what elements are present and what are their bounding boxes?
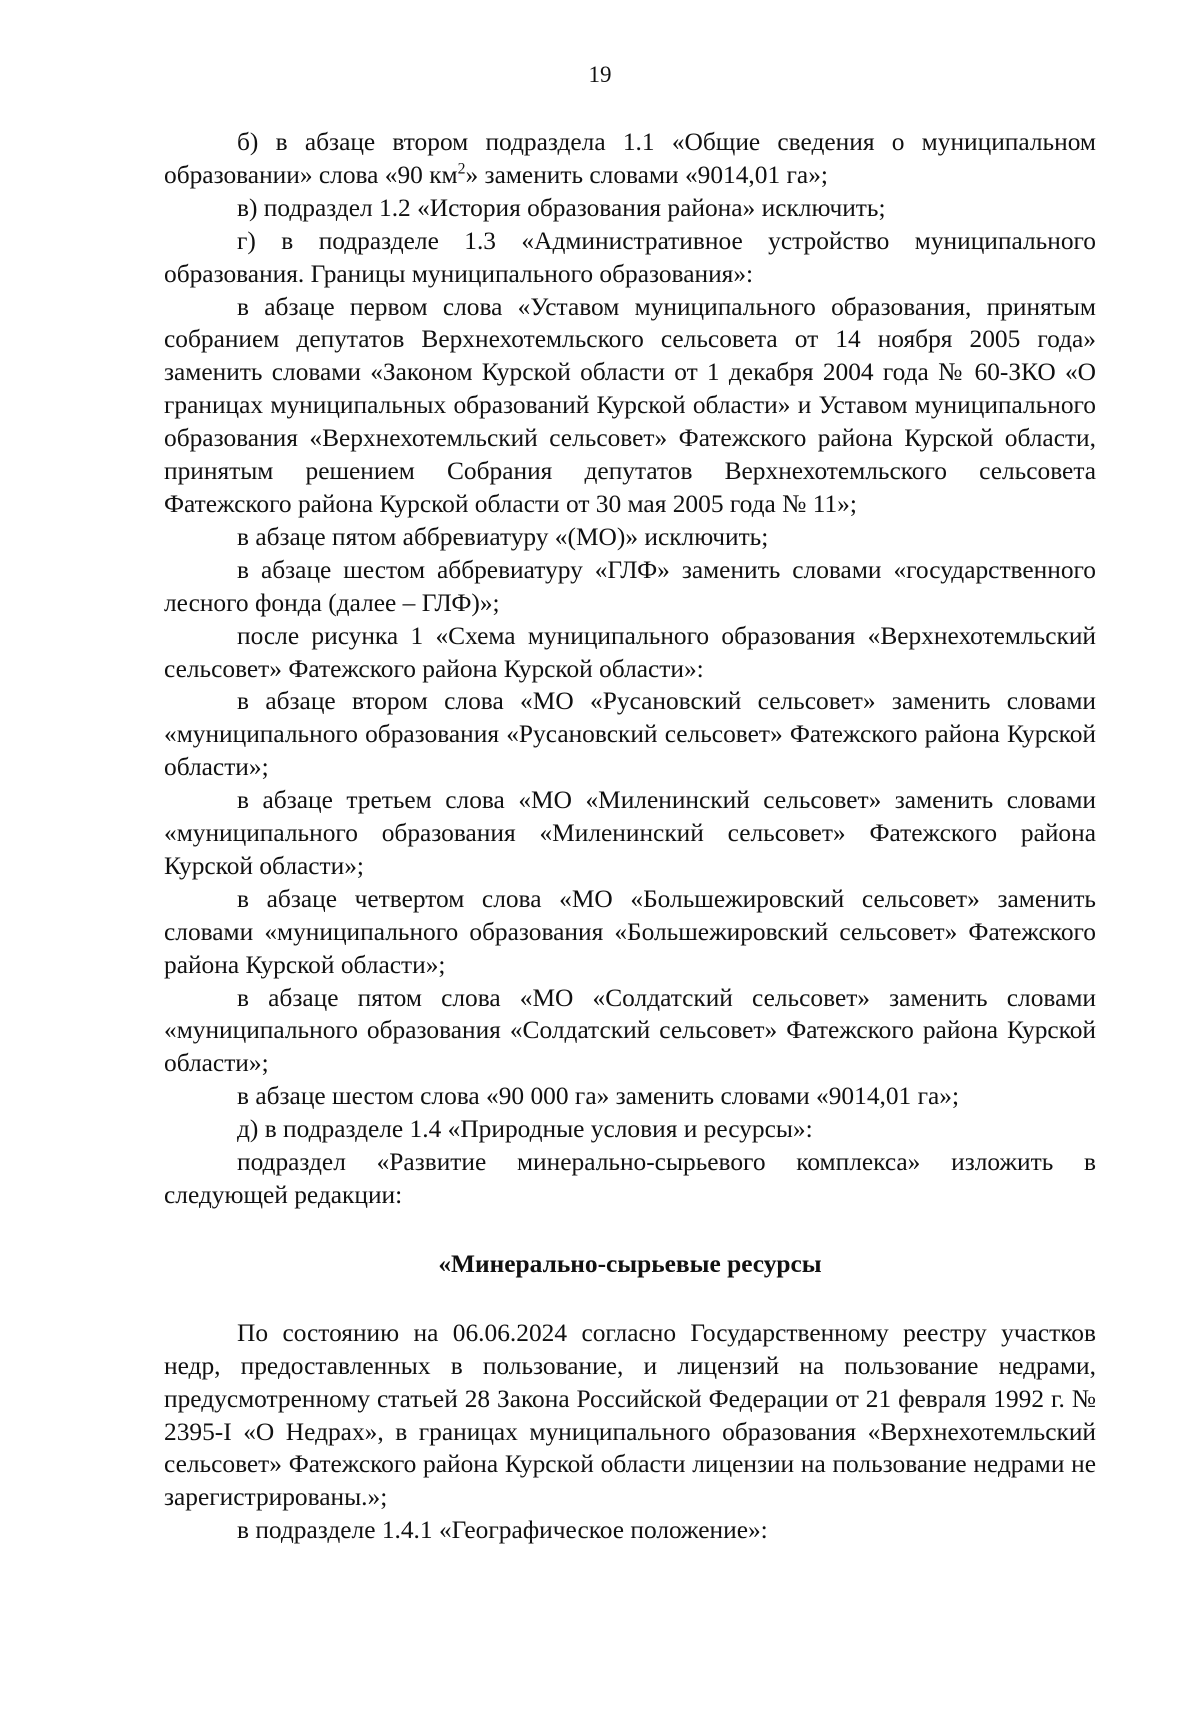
- paragraph-amendment-b: [164, 126, 1096, 192]
- page-number: 19: [588, 62, 612, 87]
- document-body: [164, 126, 1096, 1547]
- paragraph-geography: в подразделе 1.4.1 «Географическое положение»:: [237, 1516, 768, 1545]
- paragraph-text: б) в абзаце втором подраздела 1.1 «Общие сведения о муниципальном образовании» слова «90 км: [164, 128, 1096, 189]
- paragraph-amendment-g: г) в подразделе 1.3 «Административное устройство муниципального образования. Границы муниципального образования»:: [164, 226, 1096, 288]
- paragraph-subsection: подраздел «Развитие минерально-сырьевого комплекса» изложить в следующей редакции:: [164, 1148, 1096, 1209]
- paragraph-amendment-v: в) подраздел 1.2 «История образования района» исключить;: [237, 193, 886, 222]
- paragraph-bolshezhirovsky: в абзаце четвертом слова «МО «Большежировский сельсовет» заменить словами «муниципального образования «Большежировский сельсовет» Фатежского района Курской области»;: [164, 884, 1096, 979]
- paragraph-amendment-d: д) в подразделе 1.4 «Природные условия и ресурсы»:: [237, 1115, 813, 1144]
- paragraph-sixth-abzac: в абзаце шестом аббревиатуру «ГЛФ» заменить словами «государственного лесного фонда (далее – ГЛФ)»;: [164, 555, 1096, 617]
- section-heading: «Минерально-сырьевые ресурсы: [438, 1249, 822, 1278]
- paragraph-fifth-abzac: в абзаце пятом аббревиатуру «(МО)» исключить;: [237, 522, 769, 551]
- paragraph-rusanovsky: в абзаце втором слова «МО «Русановский сельсовет» заменить словами «муниципального образования «Русановский сельсовет» Фатежского района Курской области»;: [164, 687, 1096, 782]
- paragraph-after-figure: после рисунка 1 «Схема муниципального образования «Верхнехотемльский сельсовет» Фатежского района Курской области»:: [164, 621, 1096, 683]
- paragraph-first-abzac: в абзаце первом слова «Уставом муниципального образования, принятым собранием депутатов Верхнехотемльского сельсовета от 14 ноября 2005 года» заменить словами «Законом Курской области от 1 декабря 2004 года № 60-ЗКО «О границах муниципальных образований Курской области» и Уставом муниципального образования «Верхнехотемльский сельсовет» Фатежского района Курской области, принятым решением Собрания депутатов Верхнехотемльского сельсовета Фатежского района Курской области от 30 мая 2005 года № 11»;: [164, 292, 1096, 518]
- paragraph-mileninsky: в абзаце третьем слова «МО «Миленинский сельсовет» заменить словами «муниципального образования «Миленинский сельсовет» Фатежского района Курской области»;: [164, 786, 1096, 880]
- paragraph-area: в абзаце шестом слова «90 000 га» заменить словами «9014,01 га»;: [237, 1082, 960, 1111]
- paragraph-text: » заменить словами «9014,01 га»;: [465, 160, 828, 189]
- superscript: 2: [457, 160, 466, 178]
- paragraph-soldatsky: в абзаце пятом слова «МО «Солдатский сельсовет» заменить словами «муниципального образования «Солдатский сельсовет» Фатежского района Курской области»;: [164, 983, 1096, 1078]
- paragraph-licenses: По состоянию на 06.06.2024 согласно Государственному реестру участков недр, предоставленных в пользование, и лицензий на пользование недрами, предусмотренному статьей 28 Закона Российской Федерации от 21 февраля 1992 г. № 2395-I «О Недрах», в границах муниципального образования «Верхнехотемльский сельсовет» Фатежского района Курской области лицензии на пользование недрами не зарегистрированы.»;: [164, 1318, 1096, 1512]
